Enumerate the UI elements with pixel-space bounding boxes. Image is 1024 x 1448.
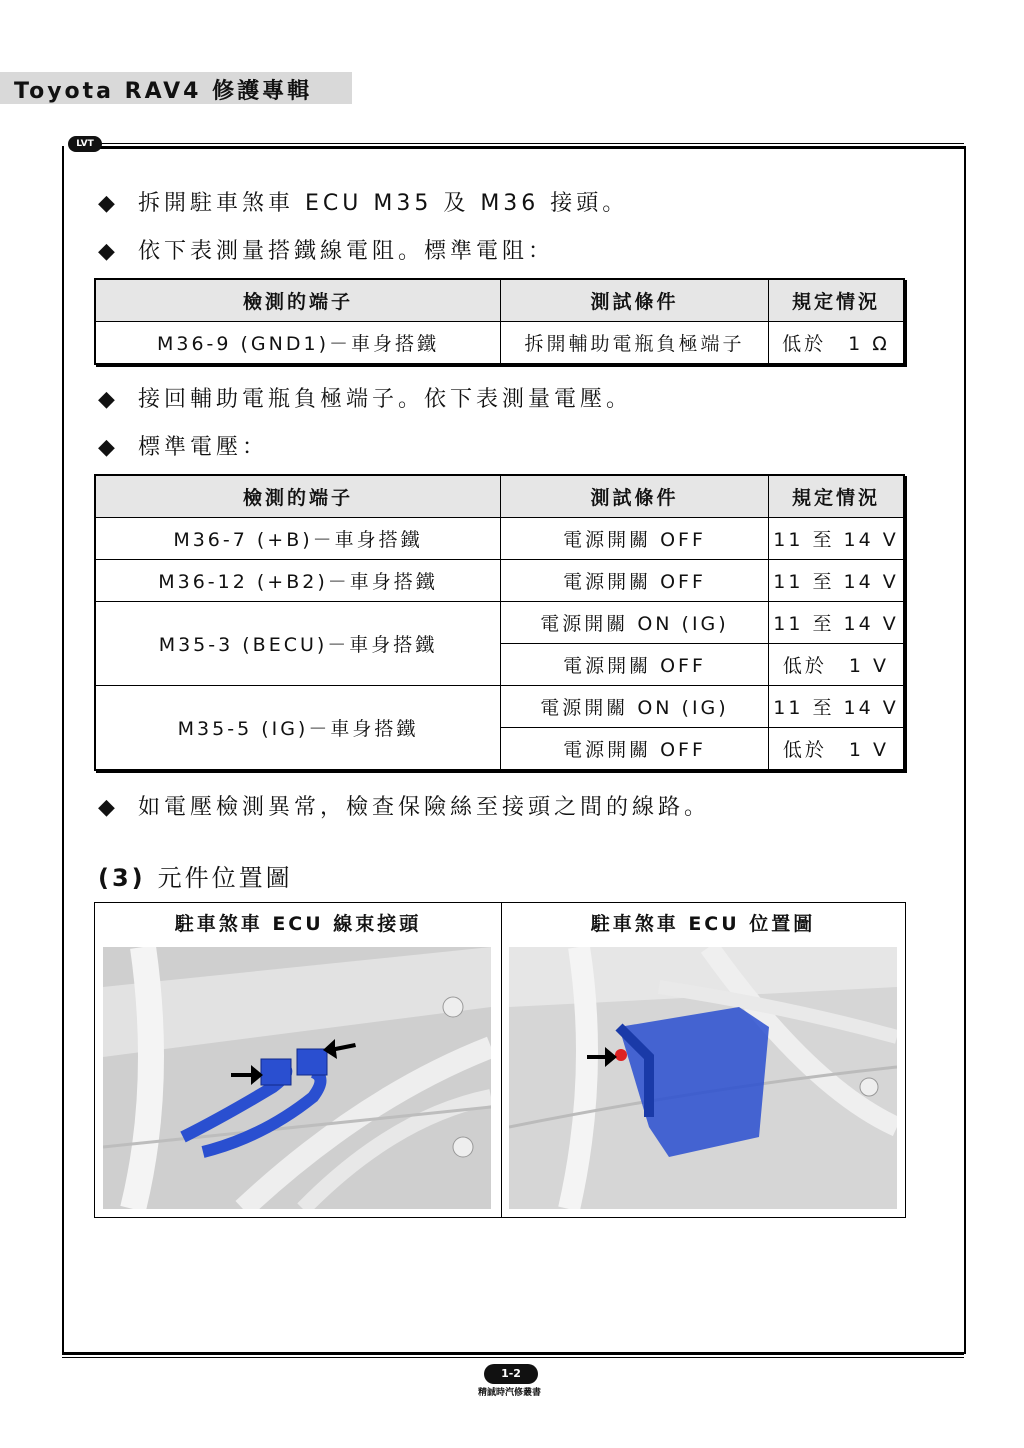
column-header: 檢測的端子 [95,279,501,322]
table-row [95,518,904,560]
resistance-table [94,278,905,365]
section-title: 元件位置圖 [157,864,293,892]
diamond-bullet-icon: ◆ [98,795,115,820]
page-number-badge: 1-2 [484,1364,538,1384]
terminal-cell: M36-7 (+B)－車身搭鐵 [95,518,501,560]
bullet-measure-resistance [98,234,554,265]
figure-caption-right: 駐車煞車 ECU 位置圖 [590,913,816,935]
page-header-title: Toyota RAV4 修護專輯 [14,79,313,104]
bullet-text: 接回輔助電瓶負極端子。依下表測量電壓。 [138,387,633,412]
diamond-bullet-icon: ◆ [98,387,115,412]
diamond-bullet-icon: ◆ [98,435,115,460]
column-header: 測試條件 [501,279,769,322]
spec-cell: 11 至 14 V [769,560,905,602]
condition-cell: 電源開關 OFF [501,644,769,686]
publisher-logo-text: 精誠時汽修叢書 [478,1388,542,1398]
spec-cell: 低於 1 V [769,728,905,771]
table-row [95,322,904,365]
table-row [95,560,904,602]
section-number: (3) [98,864,146,892]
condition-cell: 電源開關 OFF [501,518,769,560]
table-row [95,602,904,644]
terminal-cell: M35-5 (IG)－車身搭鐵 [95,686,501,771]
terminal-cell: M36-12 (+B2)－車身搭鐵 [95,560,501,602]
section-heading [98,858,293,893]
condition-cell: 電源開關 ON (IG) [501,602,769,644]
column-header: 規定情況 [769,279,905,322]
diamond-bullet-icon: ◆ [98,191,115,216]
terminal-cell: M35-3 (BECU)－車身搭鐵 [95,602,501,686]
ecu-location-photo [509,947,897,1209]
condition-cell: 電源開關 OFF [501,560,769,602]
figure-table [94,902,906,1218]
bottom-rule-thin [62,1357,964,1358]
connector-photo [103,947,491,1209]
figure-caption-left: 駐車煞車 ECU 線束接頭 [174,913,422,935]
bottom-rule [62,1352,964,1355]
figure-divider [501,903,502,1217]
voltage-table [94,474,905,771]
diamond-bullet-icon: ◆ [98,239,115,264]
bullet-text: 拆開駐車煞車 ECU M35 及 M36 接頭。 [138,191,629,216]
column-header: 檢測的端子 [95,475,501,518]
column-header: 測試條件 [501,475,769,518]
logo-badge: LVT [68,136,102,152]
bullet-text: 如電壓檢測異常，檢查保險絲至接頭之間的線路。 [138,795,711,820]
bullet-text: 依下表測量搭鐵線電阻。標準電阻： [138,239,555,264]
spec-cell: 低於 1 Ω [769,322,905,365]
column-header: 規定情況 [769,475,905,518]
spec-cell: 11 至 14 V [769,518,905,560]
condition-cell: 電源開關 ON (IG) [501,686,769,728]
table-row [95,686,904,728]
spec-cell: 11 至 14 V [769,686,905,728]
spec-cell: 11 至 14 V [769,602,905,644]
spec-cell: 低於 1 V [769,644,905,686]
top-rule [96,143,964,144]
bullet-disconnect [98,186,628,217]
condition-cell: 拆開輔助電瓶負極端子 [501,322,769,365]
terminal-cell: M36-9 (GND1)－車身搭鐵 [95,322,501,365]
bullet-text: 標準電壓： [138,435,269,460]
bullet-abnormal [98,790,710,821]
bullet-standard-voltage [98,430,268,461]
condition-cell: 電源開關 OFF [501,728,769,771]
bullet-reconnect [98,382,632,413]
